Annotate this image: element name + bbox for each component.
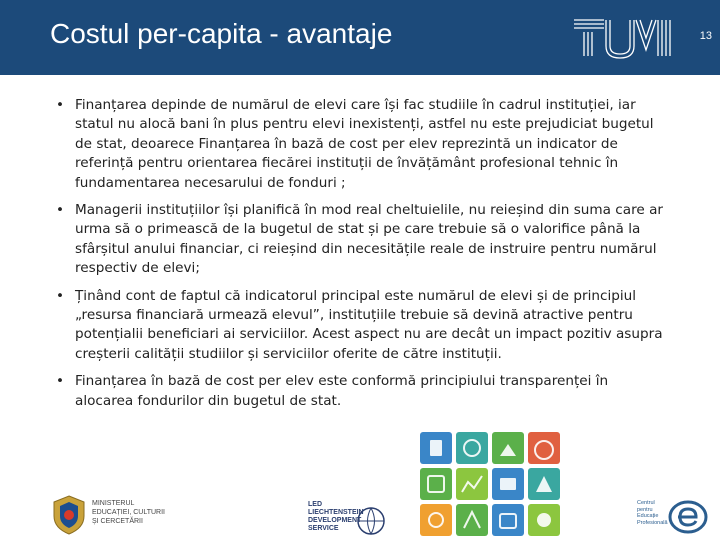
bullet-text: Ținând cont de faptul că indicatorul principal este numărul de elevi și de principiul „resursa financiară urmează elevul”, instituțiile trebuie să devină atractive pentru potențialii beneficiari ai serviciilor. Acest aspect nu are decât un impact pozitiv asupra creșterii calității studiilor și serviciilor oferite de către instituții. <box>75 287 663 362</box>
ministry-emblem <box>50 494 88 536</box>
bullet-marker: • <box>56 373 65 390</box>
bullet-item <box>56 96 668 193</box>
bullet-marker: • <box>56 287 65 304</box>
slide-number: 13 <box>699 30 712 42</box>
bullet-text: Finanțarea în bază de cost per elev este conformă principiului transparenței în alocarea fondurilor din bugetul de stat. <box>75 373 609 409</box>
tile-orange <box>420 504 452 536</box>
tile-lime <box>456 468 488 500</box>
money-icon <box>500 478 516 490</box>
centru-e-logo <box>668 500 708 534</box>
document-icon <box>430 440 442 456</box>
tile-teal <box>456 432 488 464</box>
bullet-marker: • <box>56 202 65 219</box>
finance-infographic <box>420 432 564 538</box>
ministry-label: MINISTERUL EDUCAȚIEI, CULTURII ȘI CERCETĂRII <box>92 500 165 525</box>
bullet-list <box>56 96 668 419</box>
bullet-item <box>56 287 668 365</box>
bullet-text: Managerii instituțiilor își planifică în mod real cheltuielile, nu reieșind din suma care ar urma să o primească de la bugetul de stat și pe care trebuie să o valorifice până la sfârșitul anului financiar, ci reieșind din necesitățile reale de instruire pentru numărul respectiv de elevi; <box>75 202 664 277</box>
tile-blue <box>492 504 524 536</box>
bullet-item <box>56 372 668 411</box>
slide-title: Costul per-capita - avantaje <box>50 18 393 49</box>
led-label: LED LIECHTENSTEIN DEVELOPMENT SERVICE <box>308 501 364 532</box>
title-bar <box>0 0 720 75</box>
bullet-marker: • <box>56 97 65 113</box>
tile-green <box>456 504 488 536</box>
tile-green <box>420 468 452 500</box>
bullet-text: Finanțarea depinde de numărul de elevi care își fac studiile în cadrul instituției, iar statul nu alocă bani în plus pentru elevi inexistenți, astfel nu este prejudiciat bugetul de stat, deoarece Finanțarea în bază de cost per elev reprezintă un indicator de referință pentru orientarea fiecărei instituții de învățământ profesional tehnic în fundamentarea necesarului de fonduri ; <box>75 97 654 191</box>
utm-logo <box>570 10 680 66</box>
centru-label: Centrul pentru Educație Profesională <box>637 500 668 526</box>
bullet-item <box>56 201 668 279</box>
target-icon <box>537 513 551 527</box>
